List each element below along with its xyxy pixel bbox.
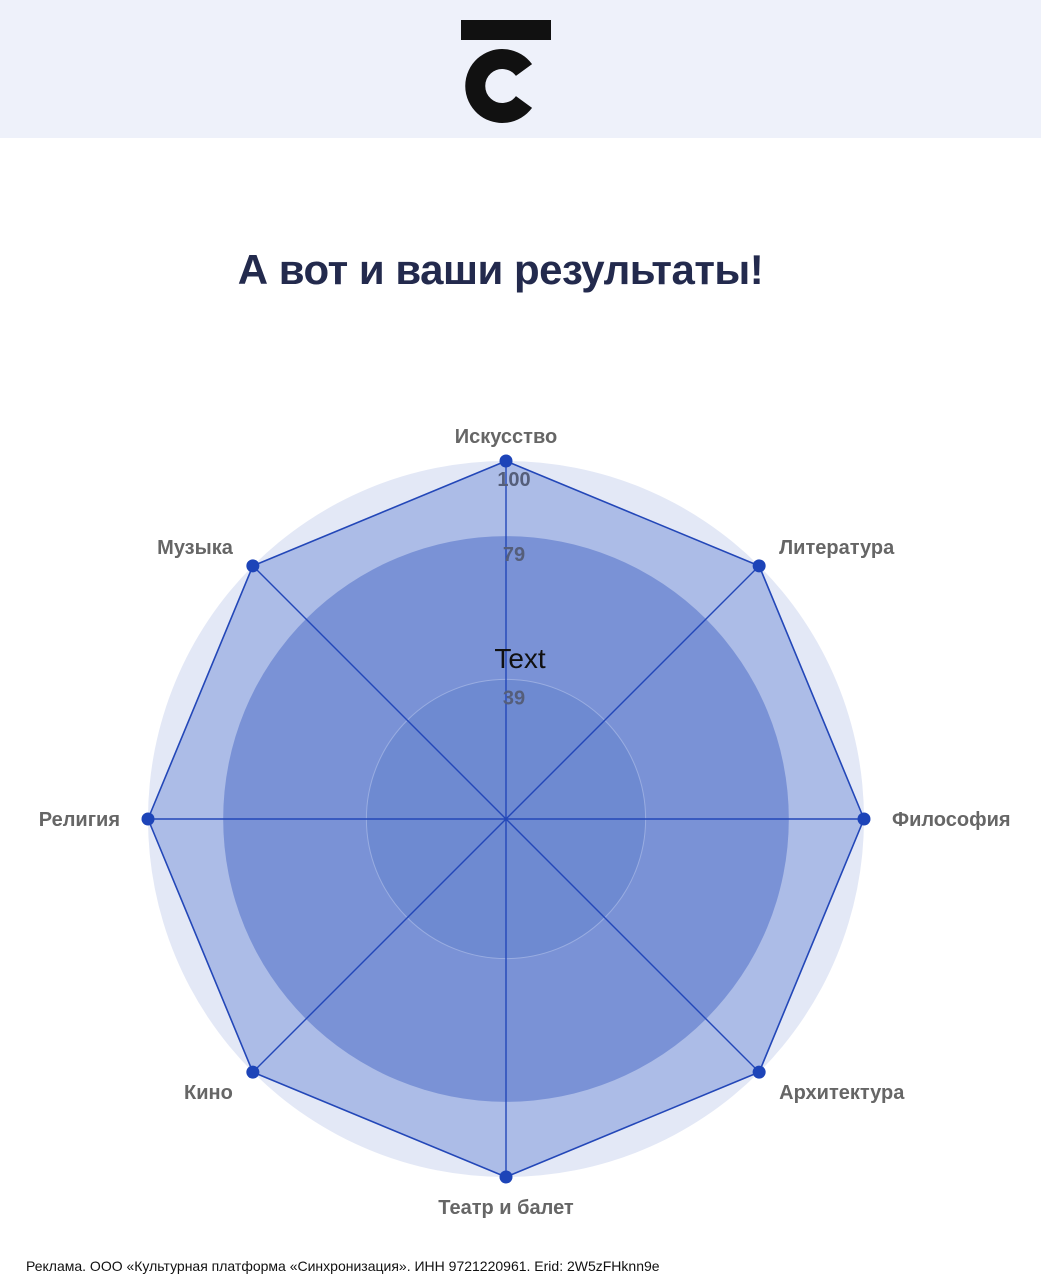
- data-point: [142, 813, 155, 826]
- data-point: [753, 559, 766, 572]
- results-title: А вот и ваши результаты!: [237, 246, 764, 293]
- radial-tick-label: 100: [497, 469, 531, 491]
- ad-disclaimer: Реклама. ООО «Культурная платформа «Синхронизация». ИНН 9721220961. Erid: 2W5zFHknn9e: [26, 1258, 660, 1274]
- data-point: [500, 455, 513, 468]
- top-bar: [0, 0, 1041, 138]
- logo-icon[interactable]: [461, 20, 551, 124]
- data-point: [500, 1171, 513, 1184]
- radial-tick-label: 39: [502, 687, 526, 710]
- category-label: Кино: [184, 1082, 233, 1105]
- data-point: [753, 1066, 766, 1079]
- category-label: Философия: [892, 809, 1011, 831]
- center-label: Text: [494, 643, 546, 674]
- data-point: [246, 1066, 259, 1079]
- category-label: Религия: [38, 809, 120, 831]
- category-label: Литература: [779, 536, 895, 559]
- radial-tick-label: 79: [502, 544, 526, 567]
- category-label: Архитектура: [779, 1082, 905, 1105]
- radar-chart: [0, 380, 1041, 1240]
- category-label: Театр и балет: [438, 1197, 574, 1219]
- category-label: Искусство: [454, 426, 558, 448]
- data-point: [246, 559, 259, 572]
- category-label: Музыка: [157, 536, 233, 559]
- data-point: [858, 813, 871, 826]
